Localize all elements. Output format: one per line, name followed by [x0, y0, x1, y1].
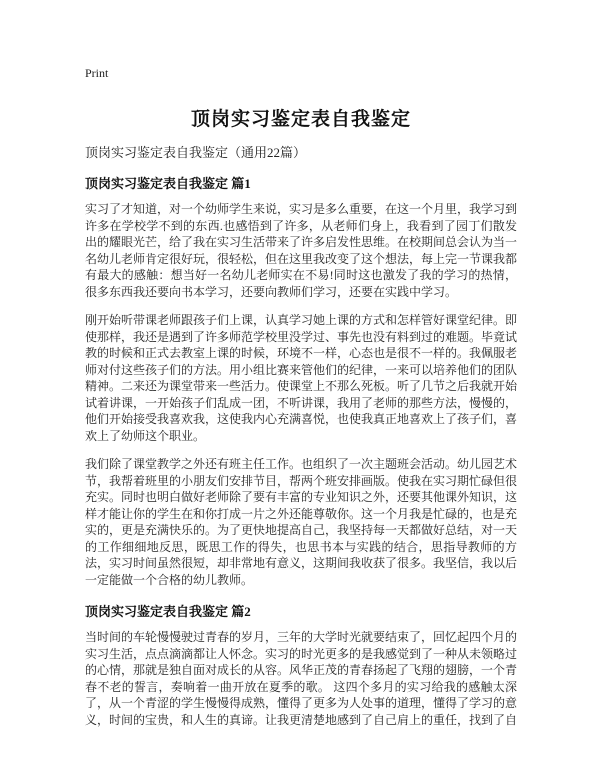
- section-2-heading: 顶岗实习鉴定表自我鉴定 篇2: [85, 604, 251, 619]
- section-1-heading: 顶岗实习鉴定表自我鉴定 篇1: [85, 176, 251, 191]
- section-1: [85, 176, 517, 588]
- paragraph: 实习了才知道，对一个幼师学生来说，实习是多么重要，在这一个月里，我学习到许多在学校学不到的东西.也感悟到了许多，从老师们身上，我看到了园丁们散发出的耀眼光芒，给了我在实习生活带来了许多启发性思维。在校期间总会认为当一名幼儿老师肯定很好玩，很轻松，但在这里我改变了这个想法，每上完一节课我都有最大的感触：想当好一名幼儿老师实在不易!同时这也激发了我的学习的热情，很多东西我还要向书本学习，还要向教师们学习，还要在实践中学习。: [85, 202, 518, 299]
- paragraph: 当时间的车轮慢慢驶过青春的岁月，三年的大学时光就要结束了，回忆起四个月的实习生活，点点滴滴都让人怀念。实习的时光更多的是我感觉到了一种从未领略过的心情，那就是独自面对成长的从容。风华正茂的青春扬起了飞翔的翅膀，一个青春不老的誓言，奏响着一曲开放在夏季的歌。 这四个多月的实习给我的感触太深了，从一个青涩的学生慢慢得成熟，懂得了更多为人处事的道理，懂得了学习的意义，时间的宝贵，和人生的真谛。让我更清楚地感到了自己肩上的重任，找到了自: [85, 630, 518, 727]
- section-2: [85, 604, 517, 728]
- page-subtitle: 顶岗实习鉴定表自我鉴定（通用22篇）: [85, 145, 307, 160]
- paragraph: 我们除了课堂教学之外还有班主任工作。也组织了一次主题班会活动。幼儿园艺术节，我帮着班里的小朋友们安排节目，帮两个班安排画版。使我在实习期忙碌但很充实。同时也明白做好老师除了要有丰富的专业知识之外，还要其他课外知识，这样才能让你的学生在和你打成一片之外还能尊敬你。这一个月我是忙碌的，也是充实的，更是充满快乐的。为了更快地提高自己，我坚持每一天都做好总结，对一天的工作细细地反思，既思工作的得失，也思书本与实践的结合，思指导教师的方法，实习时间虽然很短，却非常地有意义，这期间我收获了很多。我坚信，我以后一定能做一个合格的幼儿教师。: [85, 457, 518, 587]
- page-title: 顶岗实习鉴定表自我鉴定: [190, 109, 411, 130]
- paragraph: 刚开始听带课老师跟孩子们上课，认真学习她上课的方式和怎样管好课堂纪律。即使那样，我还是遇到了许多师范学校里没学过、事先也没有料到过的难题。毕竟试教的时候和正式去教室上课的时候，环境不一样，心态也是很不一样的。我佩服老师对付这些孩子们的方法。用小组比赛来管他们的纪律，一来可以培养他们的团队精神。二来还为课堂带来一些活力。使课堂上不那么死板。听了几节之后我就开始试着讲课，一开始孩子们乱成一团，不听讲课，我用了老师的那些方法，慢慢的，他们开始接受我喜欢我，这使我内心充满喜悦，也使我真正地喜欢上了孩子们，喜欢上了幼师这个职业。: [85, 313, 518, 443]
- print-button[interactable]: Print: [85, 66, 109, 80]
